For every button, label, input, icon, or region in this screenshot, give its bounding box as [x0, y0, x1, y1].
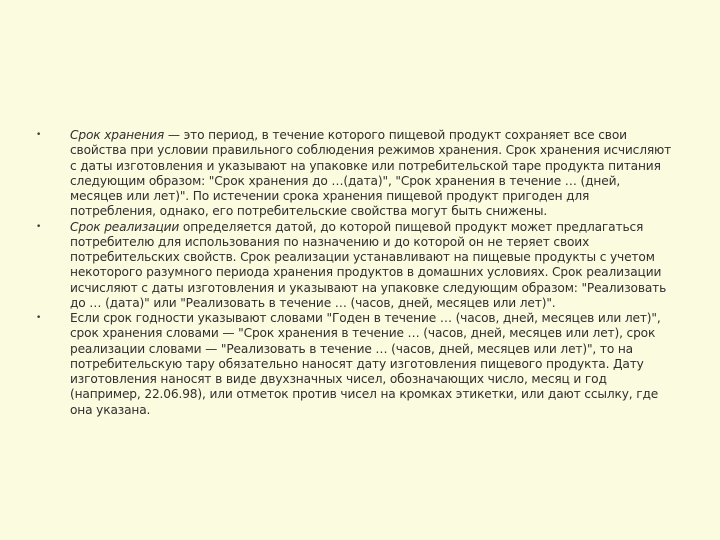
term-storage-period: Срок хранения	[70, 128, 165, 142]
bullet-icon: •	[36, 313, 42, 323]
bullet-icon: •	[36, 221, 42, 232]
sale-period-text: определяется датой, до которой пищевой продукт может предлагаться потребителю для использования по назначению и до которой он не теряет своих потребительских свойств. Срок реализации устанавливают на пищевые продукты с учетом некоторого разумного периода хранения продуктов в домашних условиях. Срок реализации исчисляют с даты изготовления и указывают на упаковке следующим образом: "Реализовать до … (дата)" или "Реализовать в течение … (часов, дней, месяцев или лет)".	[70, 219, 667, 310]
term-sale-period: Срок реализации	[70, 219, 180, 234]
bullet-list	[36, 128, 676, 418]
bullet-icon: •	[36, 130, 42, 140]
bullet-item	[36, 220, 676, 312]
bullet-item	[36, 128, 676, 220]
bullet-item	[36, 311, 676, 418]
storage-period-text: — это период, в течение которого пищевой продукт сохраняет все свои свойства при условии правильного соблюдения режимов хранения. Срок хранения исчисляют с даты изготовления и указывают на упаковке или потребительской таре продукта питания следующим образом: "Срок хранения до …(дата)", "Срок хранения в течение … (дней, месяцев или лет)". По истечении срока хранения пищевой продукт пригоден для потребления, однако, его потребительские свойства могут быть снижены.	[70, 128, 672, 219]
expiry-labeling-text: Если срок годности указывают словами "Годен в течение … (часов, дней, месяцев или лет)", срок хранения словами — "Срок хранения в течение … (часов, дней, месяцев или лет), срок реализации словами — "Реализовать в течение … (часов, дней, месяцев или лет)", то на потребительскую тару обязательно наносят дату изготовления пищевого продукта. Дату изготовления наносят в виде двухзначных чисел, обозначающих число, месяц и год (например, 22.06.98), или отметок против чисел на кромках этикетки, или дают ссылку, где она указана.	[70, 311, 661, 417]
